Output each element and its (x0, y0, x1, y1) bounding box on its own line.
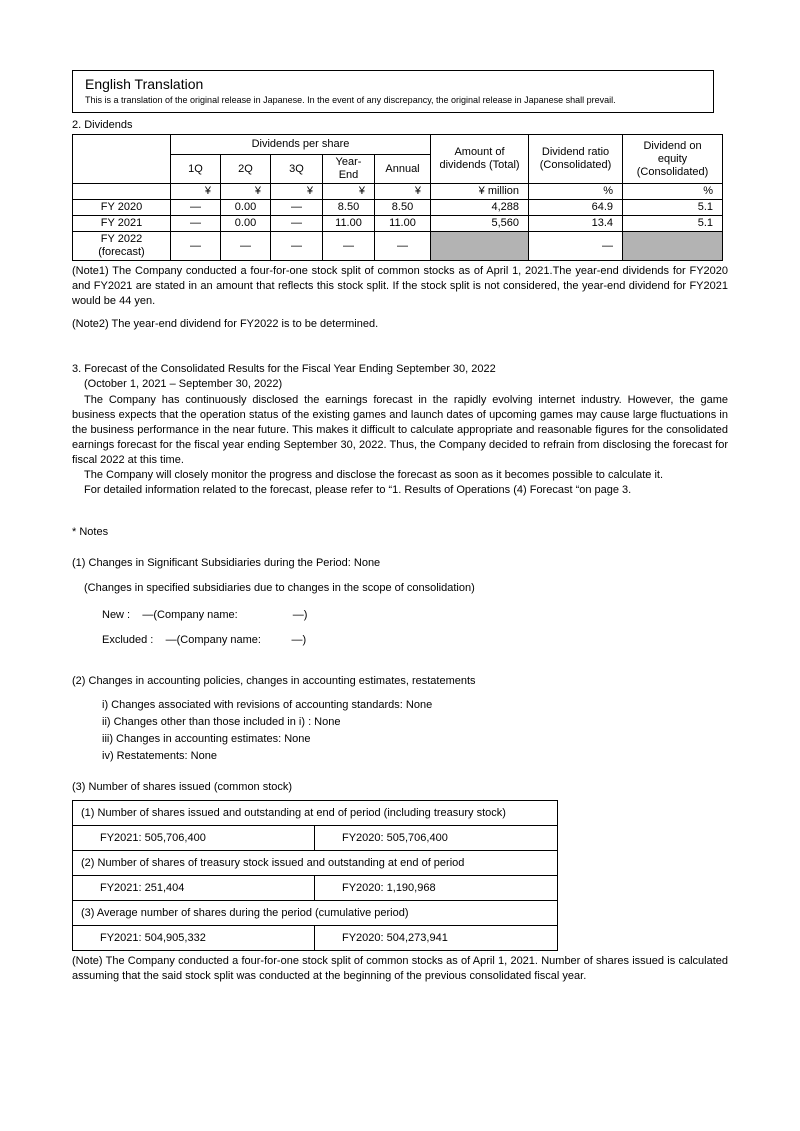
q1-header: 1Q (171, 155, 221, 184)
shares-section3-header-row (73, 901, 558, 926)
note-excluded-line: Excluded : —(Company name: —) (102, 634, 307, 646)
per-share-group-header: Dividends per share (171, 135, 431, 155)
forecast-para3: For detailed information related to the forecast, please refer to “1. Results of Operations (4) Forecast “on page 3. (84, 484, 632, 496)
unit-cell: ¥ (221, 184, 271, 200)
value-cell: — (529, 232, 623, 261)
value-cell: 11.00 (375, 216, 431, 232)
shares-section1-values-row (73, 826, 558, 851)
forecast-para2: The Company will closely monitor the progress and disclose the forecast as soon as it becomes possible to calculate it. (84, 469, 664, 481)
shares-section2-values-row (73, 876, 558, 901)
shares-section-header: (3) Average number of shares during the period (cumulative period) (73, 901, 558, 926)
shares-section1-header-row (73, 801, 558, 826)
shares-fy2021-value: FY2021: 251,404 (73, 876, 315, 901)
row-label-cell: FY 2021 (73, 216, 171, 232)
unit-cell: ¥ million (431, 184, 529, 200)
ratio-header: Dividend ratio (Consolidated) (529, 135, 623, 184)
value-cell: — (171, 216, 221, 232)
shares-fy2021-value: FY2021: 504,905,332 (73, 926, 315, 951)
table-row-fy2022-forecast (73, 232, 723, 261)
dividends-section-heading: 2. Dividends (72, 119, 133, 131)
shares-fy2020-value: FY2020: 505,706,400 (315, 826, 558, 851)
table-row-fy2021 (73, 216, 723, 232)
note-accounting-i: i) Changes associated with revisions of accounting standards: None (102, 699, 433, 711)
value-cell: — (171, 232, 221, 261)
dividends-table (72, 134, 723, 261)
shares-fy2021-value: FY2021: 505,706,400 (73, 826, 315, 851)
corner-cell (73, 135, 171, 184)
amount-header: Amount of dividends (Total) (431, 135, 529, 184)
value-cell: 8.50 (323, 200, 375, 216)
shares-section3-values-row (73, 926, 558, 951)
value-cell: 8.50 (375, 200, 431, 216)
row-label-cell: FY 2020 (73, 200, 171, 216)
translation-disclaimer: This is a translation of the original release in Japanese. In the event of any discrepancy, the original release in Japanese shall prevail. (85, 95, 616, 105)
value-cell: — (171, 200, 221, 216)
value-cell: 5.1 (623, 200, 723, 216)
forecast-period: (October 1, 2021 – September 30, 2022) (84, 378, 283, 390)
value-cell: 5.1 (623, 216, 723, 232)
shares-fy2020-value: FY2020: 1,190,968 (315, 876, 558, 901)
note-shares-heading: (3) Number of shares issued (common stock) (72, 781, 293, 793)
unit-cell: ¥ (271, 184, 323, 200)
year-end-header: Year-End (323, 155, 375, 184)
value-cell: 64.9 (529, 200, 623, 216)
note-accounting-iv: iv) Restatements: None (102, 750, 217, 762)
q2-header: 2Q (221, 155, 271, 184)
unit-label-cell (73, 184, 171, 200)
value-cell: — (221, 232, 271, 261)
blank-forecast-cell (431, 232, 529, 261)
row-label-cell: FY 2022 (forecast) (73, 232, 171, 261)
translation-box-title: English Translation (85, 76, 204, 92)
unit-cell: % (623, 184, 723, 200)
english-translation-box (72, 70, 714, 113)
table-row-fy2020 (73, 200, 723, 216)
equity-header: Dividend on equity (Consolidated) (623, 135, 723, 184)
value-cell: 0.00 (221, 216, 271, 232)
shares-section2-header-row (73, 851, 558, 876)
unit-cell: % (529, 184, 623, 200)
shares-fy2020-value: FY2020: 504,273,941 (315, 926, 558, 951)
note-subsidiaries: (1) Changes in Significant Subsidiaries during the Period: None (72, 557, 381, 569)
value-cell: — (271, 200, 323, 216)
value-cell: — (323, 232, 375, 261)
unit-cell: ¥ (323, 184, 375, 200)
unit-cell: ¥ (171, 184, 221, 200)
value-cell: 0.00 (221, 200, 271, 216)
value-cell: 5,560 (431, 216, 529, 232)
shares-table (72, 800, 558, 951)
q3-header: 3Q (271, 155, 323, 184)
blank-forecast-cell (623, 232, 723, 261)
unit-cell: ¥ (375, 184, 431, 200)
shares-section-header: (2) Number of shares of treasury stock issued and outstanding at end of period (73, 851, 558, 876)
value-cell: 4,288 (431, 200, 529, 216)
note-accounting-ii: ii) Changes other than those included in i) : None (102, 716, 341, 728)
note-subsidiaries-sub: (Changes in specified subsidiaries due to changes in the scope of consolidation) (84, 582, 475, 594)
value-cell: — (271, 216, 323, 232)
shares-note: (Note) The Company conducted a four-for-one stock split of common stocks as of April 1, 2021. Number of shares issued is calculated assuming that the said stock split was conducted at the beginning of the previous consolidated fiscal year. (72, 955, 728, 982)
value-cell: 13.4 (529, 216, 623, 232)
value-cell: — (375, 232, 431, 261)
dividends-note2: (Note2) The year-end dividend for FY2022 is to be determined. (72, 318, 379, 330)
forecast-section (72, 362, 728, 498)
note-accounting: (2) Changes in accounting policies, changes in accounting estimates, restatements (72, 675, 476, 687)
note-new-line: New : —(Company name: —) (102, 609, 308, 621)
forecast-para1: The Company has continuously disclosed the earnings forecast in the rapidly evolving internet industry. However, the game business expects that the operation status of the existing games and launch dates of upcoming games may cause large fluctuations in the business performance in the near future. This makes it difficult to calculate appropriate and reasonable figures for the consolidated earnings forecast for the fiscal year ending September 30, 2022. Thus, the Company decided to refrain from disclosing the forecast for fiscal 2022 at this time. (72, 394, 728, 466)
note-accounting-iii: iii) Changes in accounting estimates: None (102, 733, 311, 745)
notes-heading: * Notes (72, 526, 109, 538)
shares-section-header: (1) Number of shares issued and outstanding at end of period (including treasury stock) (73, 801, 558, 826)
annual-header: Annual (375, 155, 431, 184)
forecast-heading: 3. Forecast of the Consolidated Results for the Fiscal Year Ending September 30, 2022 (72, 363, 496, 375)
value-cell: 11.00 (323, 216, 375, 232)
value-cell: — (271, 232, 323, 261)
dividends-note1: (Note1) The Company conducted a four-for-one stock split of common stocks as of April 1, 2021.The year-end dividends for FY2020 and FY2021 are stated in an amount that reflects this stock split. If the stock split is not considered, the year-end dividend for FY2021 would be 44 yen. (72, 265, 728, 307)
